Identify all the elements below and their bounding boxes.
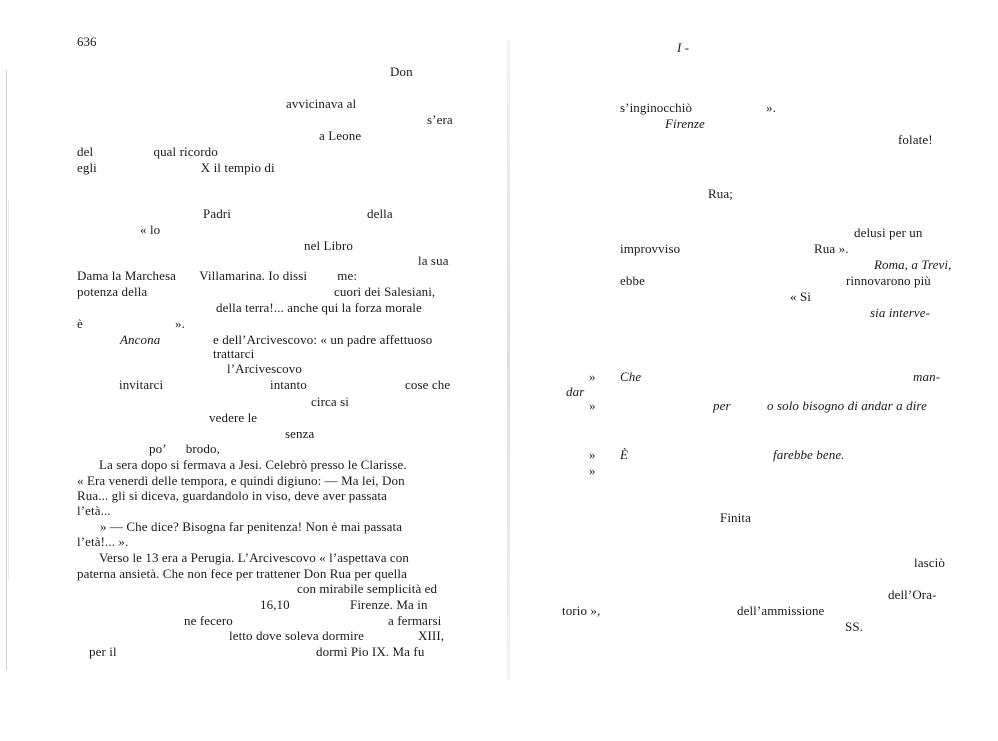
text-line: per il (89, 644, 117, 659)
text-line: Verso le 13 era a Perugia. L’Arcivescovo « l’aspettava con (99, 550, 409, 565)
text-line: » (589, 447, 596, 462)
text-line: dar (566, 384, 585, 399)
text-line: letto dove soleva dormire (229, 628, 364, 643)
text-line: ». (766, 100, 776, 115)
text-line: cuori dei Salesiani, (334, 284, 436, 299)
text-line: dormì Pio IX. Ma fu (316, 644, 425, 659)
text-line: man- (913, 369, 941, 384)
page-edge-shadow (8, 200, 9, 580)
text-line: ebbe (620, 273, 645, 288)
text-line: la sua (418, 253, 449, 268)
text-line: della terra!... anche qui la forza morale (216, 300, 422, 315)
text-line: 16,10 (260, 597, 290, 612)
running-head: I - (677, 40, 690, 55)
text-line: s’era (427, 112, 453, 127)
text-line: Roma, a Trevi, (874, 257, 952, 272)
text-line: avvicinava al (286, 96, 357, 111)
text-line: per (713, 398, 731, 413)
text-line: » (589, 398, 596, 413)
text-line: farebbe bene. (773, 447, 845, 462)
text-line: Don (390, 64, 413, 79)
text-line: « Si (790, 289, 811, 304)
text-line: Che (620, 369, 642, 384)
text-line: a Leone (319, 128, 362, 143)
text-line: Rua; (708, 186, 733, 201)
text-line: Rua... gli si diceva, guardandolo in viso, deve aver passata (77, 488, 387, 503)
text-line: sia interve- (870, 305, 931, 320)
text-line: trattarci (213, 346, 255, 361)
text-line: circa si (311, 394, 349, 409)
text-line: lasciò (914, 555, 945, 570)
text-line: folate! (898, 132, 933, 147)
text-line: paterna ansietà. Che non fece per trattener Don Rua per quella (77, 566, 407, 581)
text-line: » (589, 369, 596, 384)
text-line: » (589, 463, 596, 478)
text-line: È (620, 447, 629, 462)
page-number: 636 (77, 34, 97, 49)
text-line: XIII, (418, 628, 445, 643)
text-line: Ancona (120, 332, 161, 347)
text-line: Dama la Marchesa Villamarina. Io dissi me: (77, 268, 358, 283)
text-line: a fermarsi (388, 613, 442, 628)
text-line: « lo (140, 222, 161, 237)
text-line: Finita (720, 510, 751, 525)
text-line: è (77, 316, 83, 331)
text-line: Firenze (665, 116, 705, 131)
text-line: egli X il tempio di (77, 160, 275, 175)
text-line: o solo bisogno di andar a dire (767, 398, 927, 413)
text-line: ne fecero (184, 613, 233, 628)
text-line: dell’ammissione (737, 603, 825, 618)
text-line: invitarci (119, 377, 164, 392)
text-line: » — Che dice? Bisogna far penitenza! Non è mai passata (100, 519, 403, 534)
page-edge-shadow (6, 70, 7, 670)
text-line: ». (175, 316, 185, 331)
text-line: rinnovarono più (846, 273, 931, 288)
text-line: delusi per un (854, 225, 923, 240)
text-line: vedere le (209, 410, 258, 425)
text-line: intanto (270, 377, 307, 392)
text-line: s’inginocchiò (620, 100, 693, 115)
text-line: potenza della (77, 284, 148, 299)
text-line: po’ brodo, (149, 441, 220, 456)
text-line: SS. (845, 619, 864, 634)
text-line: del qual ricordo (77, 144, 218, 159)
text-line: dell’Ora- (888, 587, 937, 602)
text-line: con mirabile semplicità ed (297, 581, 438, 596)
text-line: cose che (405, 377, 451, 392)
text-line: e dell’Arcivescovo: « un padre affettuoso (213, 332, 433, 347)
text-line: nel Libro (304, 238, 353, 253)
text-line: l’Arcivescovo (227, 361, 302, 376)
text-line: l’età!... ». (77, 534, 129, 549)
text-line: della (367, 206, 393, 221)
text-line: Firenze. Ma in (350, 597, 428, 612)
text-line: improvviso (620, 241, 681, 256)
text-line: Rua ». (814, 241, 849, 256)
text-line: l’età... (77, 503, 111, 518)
text-line: senza (285, 426, 315, 441)
text-line: « Era venerdì delle tempora, e quindi digiuno: — Ma lei, Don (77, 473, 405, 488)
text-line: La sera dopo si fermava a Jesi. Celebrò presso le Clarisse. (99, 457, 407, 472)
text-line: torio », (562, 603, 601, 618)
text-line: Padri (203, 206, 231, 221)
right-page (500, 0, 998, 741)
